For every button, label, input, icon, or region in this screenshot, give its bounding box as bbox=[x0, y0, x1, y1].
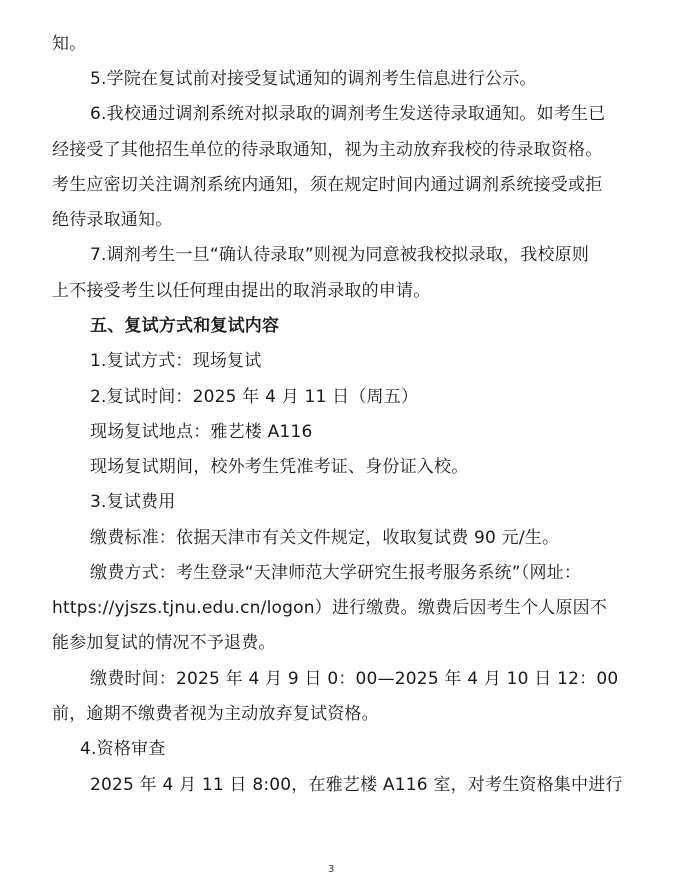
text-line-6: 绝待录取通知。 bbox=[52, 210, 173, 230]
text-line-4: 经接受了其他招生单位的待录取通知，视为主动放弃我校的待录取资格。 bbox=[52, 140, 603, 160]
text-line-22: 2025 年 4 月 11 日 8:00，在雅艺楼 A116 室，对考生资格集中进行 bbox=[90, 775, 623, 795]
text-line-14: 3.复试费用 bbox=[90, 492, 176, 512]
text-line-1: 知。 bbox=[52, 34, 87, 54]
text-line-20: 前，逾期不缴费者视为主动放弃复试资格。 bbox=[52, 704, 379, 724]
text-line-19: 缴费时间：2025 年 4 月 9 日 0：00—2025 年 4 月 10 日 12：00 bbox=[90, 669, 619, 689]
text-line-21: 4.资格审查 bbox=[80, 739, 166, 759]
text-line-8: 上不接受考生以任何理由提出的取消录取的申请。 bbox=[52, 281, 431, 301]
text-line-11: 2.复试时间：2025 年 4 月 11 日（周五） bbox=[90, 387, 419, 407]
text-line-16: 缴费方式：考生登录“天津师范大学研究生报考服务系统”（网址： bbox=[90, 563, 582, 583]
section-heading: 五、复试方式和复试内容 bbox=[90, 316, 280, 336]
page-number: 3 bbox=[328, 864, 335, 875]
text-line-12: 现场复试地点：雅艺楼 A116 bbox=[90, 422, 313, 442]
text-line-10: 1.复试方式：现场复试 bbox=[90, 351, 262, 371]
text-line-7: 7.调剂考生一旦“确认待录取”则视为同意被我校拟录取，我校原则 bbox=[90, 245, 590, 265]
text-line-2: 5.学院在复试前对接受复试通知的调剂考生信息进行公示。 bbox=[90, 69, 537, 89]
text-line-13: 现场复试期间，校外考生凭准考证、身份证入校。 bbox=[90, 457, 469, 477]
text-line-3: 6.我校通过调剂系统对拟录取的调剂考生发送待录取通知。如考生已 bbox=[90, 104, 606, 124]
text-line-5: 考生应密切关注调剂系统内通知，须在规定时间内通过调剂系统接受或拒 bbox=[52, 175, 603, 195]
text-line-17: https://yjszs.tjnu.edu.cn/logon）进行缴费。缴费后因考生个人原因不 bbox=[52, 598, 608, 618]
text-line-18: 能参加复试的情况不予退费。 bbox=[52, 633, 276, 653]
text-line-15: 缴费标准：依据天津市有关文件规定，收取复试费 90 元/生。 bbox=[90, 528, 560, 548]
